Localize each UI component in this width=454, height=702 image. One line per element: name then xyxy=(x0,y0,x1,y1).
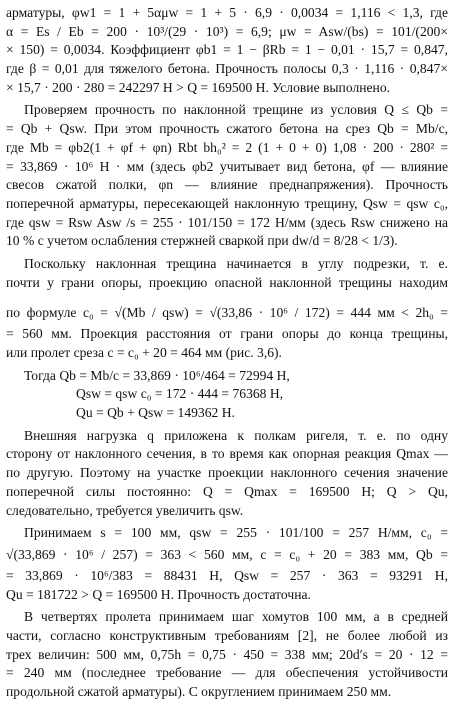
text-line: поперечной арматуры, пересекающей наклонную трещину, Qsw = qsw c₀, xyxy=(6,195,448,211)
paragraph xyxy=(6,524,448,604)
formula-block xyxy=(6,367,448,423)
text-line: = Qb + Qsw. При этом прочность сжатого бетона на срез Qb = Mb/c, xyxy=(6,121,448,137)
text-line: 10 % с учетом ослабления стержней сваркой при dw/d = 8/28 < 1/3). xyxy=(6,233,398,249)
text-line: следовательно, требуется увеличить qsw. xyxy=(6,502,244,518)
text-line: свесов сжатой полки, φn — влияние преднапряжения). Прочность xyxy=(6,177,448,193)
paragraph xyxy=(6,255,448,292)
text-line: части, согласно конструктивным требованиям [2], не более любой из xyxy=(6,627,448,643)
paragraph xyxy=(6,101,448,251)
formula-line: Qsw = qsw c₀ = 172 · 444 = 76368 Н, xyxy=(76,386,284,402)
text-line: где Mb = φb2(1 + φf + φn) Rbt bh₀² = 2 (1 + 0 + 0) 1,08 · 200 · 280² = xyxy=(6,139,448,155)
text-line: × 150) = 0,0034. Коэффициент φb1 = 1 − βRb = 1 − 0,01 · 15,7 = 0,847, xyxy=(6,42,448,58)
text-line: × 15,7 · 200 · 280 = 242297 Н > Q = 169500 Н. Условие выполнено. xyxy=(6,79,391,95)
spacer xyxy=(6,292,448,301)
text-line: В четвертях пролета принимаем шаг хомутов 100 мм, а в средней xyxy=(24,609,448,625)
text-line: или пролет среза c = c₀ + 20 = 464 мм (рис. 3,6). xyxy=(6,345,282,360)
text-line: Проверяем прочность по наклонной трещине из условия Q ≤ Qb = xyxy=(24,102,448,118)
text-line: Принимаем s = 100 мм, qsw = 255 · 101/100 = 257 Н/мм, c₀ = xyxy=(24,525,448,541)
text-line: где qsw = Rsw Asw /s = 255 · 101/150 = 172 Н/мм (здесь Rsw снижено на xyxy=(6,214,448,230)
text-line: = 33,869 · 10⁶ Н · мм (здесь φb2 учитывает вид бетона, φf — влияние xyxy=(6,158,448,174)
formula-line: √(33,869 · 10⁶ / 257) = 363 < 560 мм, c = c₀ + 20 = 383 мм, Qb = xyxy=(6,546,448,562)
text-line: = 560 мм. Проекция расстояния от грани опоры до конца трещины, xyxy=(6,326,448,342)
paragraph xyxy=(6,608,448,701)
text-line: почти у грани опоры, проекцию опасной наклонной трещины находим xyxy=(6,274,448,290)
text-line: = 240 мм (последнее требование — для обеспечения устойчивости xyxy=(6,665,448,681)
text-line: где β = 0,01 для тяжелого бетона. Прочность полосы 0,3 · 1,116 · 0,847× xyxy=(6,61,448,77)
text-line: трех величин: 500 мм, 0,75h = 0,75 · 450 = 338 мм; 20d′s = 20 · 12 = xyxy=(6,646,448,662)
text-line: по другую. Поэтому на участке проекции наклонного сечения значение xyxy=(6,465,448,481)
formula-line: Qu = Qb + Qsw = 149362 Н. xyxy=(76,405,235,421)
text-line: продольной сжатой арматуры). С округлением принимаем 250 мм. xyxy=(6,684,392,699)
text-line: Внешняя нагрузка q приложена к полкам ригеля, т. е. по одну xyxy=(24,427,448,443)
paragraph xyxy=(6,301,448,362)
text-line: поперечной силы постоянно: Q = Qmax = 169500 Н; Q > Qu, xyxy=(6,483,448,499)
paragraph xyxy=(6,4,448,97)
text-line: арматуры, φw1 = 1 + 5αμw = 1 + 5 · 6,9 · 0,0034 = 1,116 < 1,3, где xyxy=(6,5,448,20)
text-line: α = Es / Eb = 200 · 10³/(29 · 10³) = 6,9; μw = Asw/(bs) = 101/(200× xyxy=(6,23,448,39)
text-line: = 33,869 · 10⁶/383 = 88431 Н, Qsw = 257 · 363 = 93291 Н, xyxy=(6,567,448,583)
paragraph xyxy=(6,427,448,520)
text-line: Qu = 181722 > Q = 169500 Н. Прочность достаточна. xyxy=(6,586,311,602)
formula-line: по формуле c₀ = √(Mb / qsw) = √(33,86 · 10⁶ / 172) = 444 мм < 2h₀ = xyxy=(6,305,448,321)
text-line: Поскольку наклонная трещина начинается в углу подрезки, т. е. xyxy=(24,255,448,271)
text-line: сторону от наклонного сечения, в то время как опорная реакция Qmax — xyxy=(6,446,448,462)
formula-line: Тогда Qb = Mb/c = 33,869 · 10⁶/464 = 72994 Н, xyxy=(24,367,290,383)
